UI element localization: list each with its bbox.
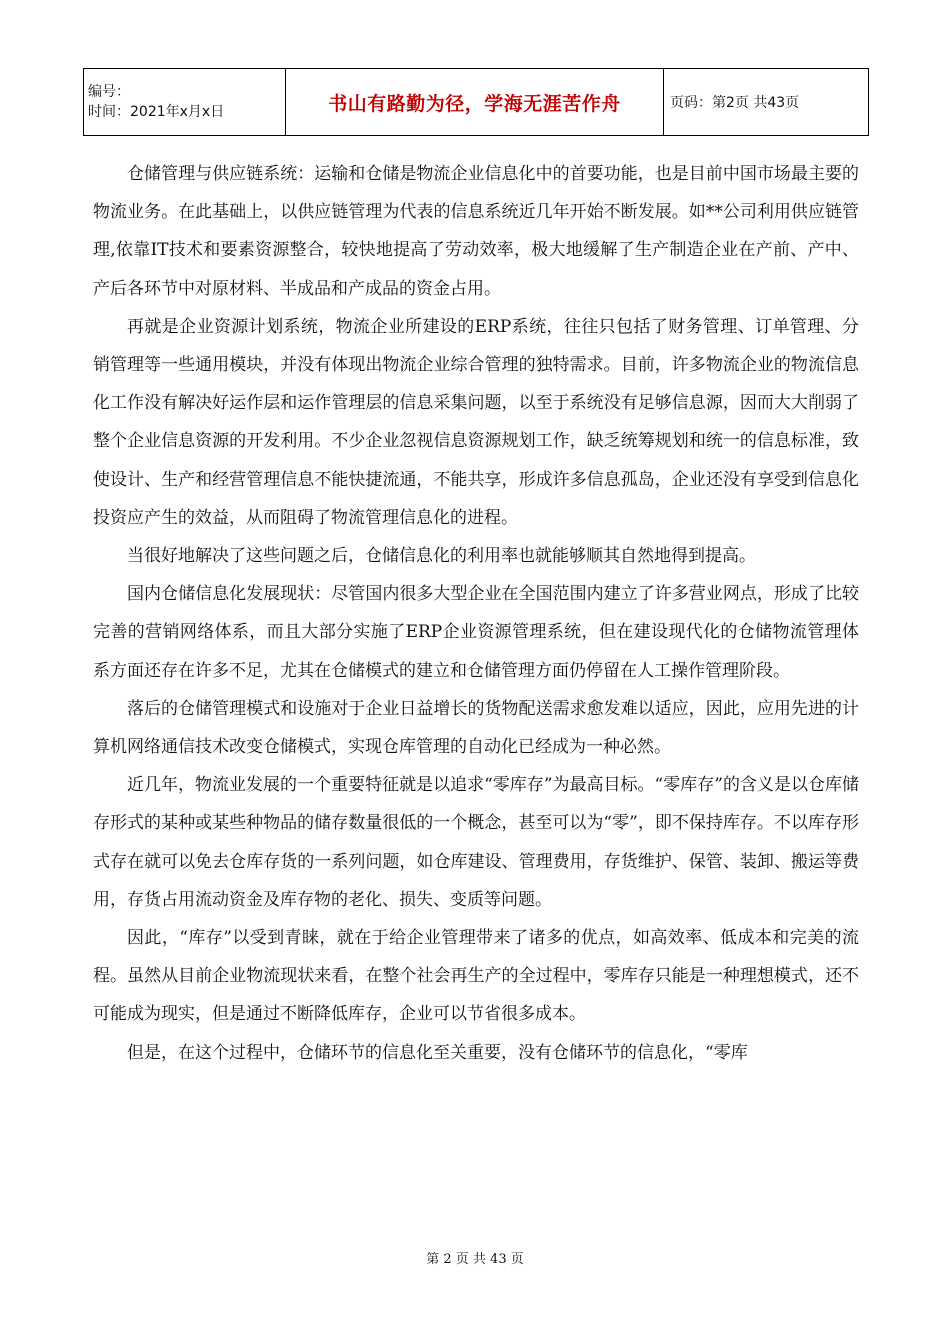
paragraph: 因此，“库存”以受到青睐，就在于给企业管理带来了诸多的优点，如高效率、低成本和完美的流程。虽然从目前企业物流现状来看，在整个社会再生产的全过程中，零库存只能是一种理想模式，还不可能成为现实，但是通过不断降低库存，企业可以节省很多成本。: [93, 928, 859, 1025]
paragraph: 但是，在这个过程中，仓储环节的信息化至关重要，没有仓储环节的信息化，“零库: [127, 1042, 748, 1063]
paragraph: 仓储管理与供应链系统：运输和仓储是物流企业信息化中的首要功能，也是目前中国市场最主要的物流业务。在此基础上，以供应链管理为代表的信息系统近几年开始不断发展。如**公司利用供应链管理,依靠IT技术和要素资源整合，较快地提高了劳动效率，极大地缓解了生产制造企业在产前、产中、产后各环节中对原材料、半成品和产成品的资金占用。: [93, 164, 859, 299]
document-date: 时间：2021年x月x日: [88, 104, 225, 120]
header-meta: [84, 69, 286, 136]
document-body: [93, 155, 859, 1072]
page-header: [83, 68, 869, 136]
header-page-info: 页码：第2页 共43页: [664, 69, 869, 136]
paragraph: 落后的仓储管理模式和设施对于企业日益增长的货物配送需求愈发难以适应，因此，应用先进的计算机网络通信技术改变仓储模式，实现仓库管理的自动化已经成为一种必然。: [93, 698, 859, 758]
document-number: 编号：: [88, 84, 130, 100]
paragraph: 再就是企业资源计划系统，物流企业所建设的ERP系统，往往只包括了财务管理、订单管理、分销管理等一些通用模块，并没有体现出物流企业综合管理的独特需求。目前，许多物流企业的物流信息化工作没有解决好运作层和运作管理层的信息采集问题，以至于系统没有足够信息源，因而大大削弱了整个企业信息资源的开发利用。不少企业忽视信息资源规划工作，缺乏统筹规划和统一的信息标准，致使设计、生产和经营管理信息不能快捷流通，不能共享，形成许多信息孤岛，企业还没有享受到信息化投资应产生的效益，从而阻碍了物流管理信息化的进程。: [93, 316, 859, 528]
paragraph: 国内仓储信息化发展现状：尽管国内很多大型企业在全国范围内建立了许多营业网点，形成了比较完善的营销网络体系，而且大部分实施了ERP企业资源管理系统，但在建设现代化的仓储物流管理体系方面还存在许多不足，尤其在仓储模式的建立和仓储管理方面仍停留在人工操作管理阶段。: [93, 584, 859, 681]
page-footer: 第 2 页 共 43 页: [426, 1252, 524, 1267]
paragraph: 当很好地解决了这些问题之后，仓储信息化的利用率也就能够顺其自然地得到提高。: [127, 546, 756, 567]
paragraph: 近几年，物流业发展的一个重要特征就是以追求“零库存”为最高目标。“零库存”的含义是以仓库储存形式的某种或某些种物品的储存数量很低的一个概念，甚至可以为“零”，即不保持库存。不以库存形式存在就可以免去仓库存货的一系列问题，如仓库建设、管理费用，存货维护、保管、装卸、搬运等费用，存货占用流动资金及库存物的老化、损失、变质等问题。: [93, 775, 859, 910]
header-motto: 书山有路勤为径，学海无涯苦作舟: [286, 69, 664, 136]
